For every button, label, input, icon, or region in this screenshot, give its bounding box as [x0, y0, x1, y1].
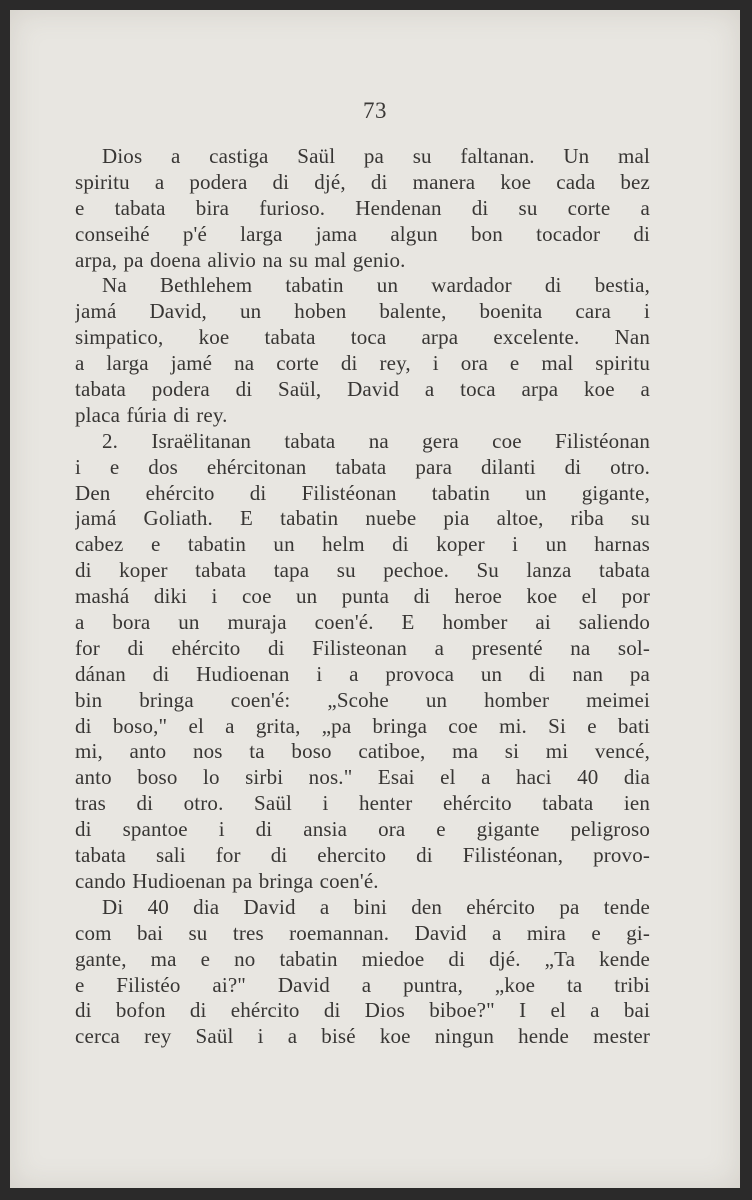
text-line: di koper tabata tapa su pechoe. Su lanza tabata: [75, 558, 650, 583]
text-line: jamá David, un hoben balente, boenita cara i: [75, 299, 650, 324]
text-line: a larga jamé na corte di rey, i ora e mal spiritu: [75, 351, 650, 376]
text-line: e Filistéo ai?" David a puntra, „koe ta tribi: [75, 972, 650, 997]
text-line: di bofon di ehército di Dios biboe?" I el a bai: [75, 998, 650, 1023]
book-page: [10, 10, 740, 1188]
text-line: for di ehército di Filisteonan a presenté na sol-: [75, 635, 650, 660]
text-line: mashá diki i coe un punta di heroe koe el por: [75, 584, 650, 609]
text-line: anto boso lo sirbi nos." Esai el a haci 40 dia: [75, 765, 650, 790]
text-line: tabata podera di Saül, David a toca arpa koe a: [75, 377, 650, 402]
text-line: Dios a castiga Saül pa su faltanan. Un mal: [102, 144, 650, 168]
text-line: mi, anto nos ta boso catiboe, ma si mi vencé,: [75, 739, 650, 764]
text-line: conseihé p'é larga jama algun bon tocador di: [75, 221, 650, 246]
text-line: jamá Goliath. E tabatin nuebe pia altoe, riba su: [75, 506, 650, 531]
text-line: 2. Israëlitanan tabata na gera coe Filistéonan: [102, 428, 650, 453]
text-line: spiritu a podera di djé, di manera koe cada bez: [75, 169, 650, 194]
text-line: cabez e tabatin un helm di koper i un harnas: [75, 532, 650, 557]
text-line: tras di otro. Saül i henter ehército tabata ien: [75, 791, 650, 816]
body-text: [75, 144, 650, 1050]
text-line: Di 40 dia David a bini den ehército pa tende: [102, 894, 650, 919]
text-line: cerca rey Saül i a bisé koe ningun hende mester: [75, 1024, 650, 1049]
text-line: Na Bethlehem tabatin un wardador di bestia,: [102, 273, 650, 298]
text-line: Den ehército di Filistéonan tabatin un gigante,: [75, 480, 650, 505]
text-line: di spantoe i di ansia ora e gigante peligroso: [75, 817, 650, 842]
page-number: 73: [363, 98, 387, 123]
text-line: dánan di Hudioenan i a provoca un di nan pa: [75, 661, 650, 686]
text-line: bin bringa coen'é: „Scohe un homber meimei: [75, 687, 650, 712]
text-line: e tabata bira furioso. Hendenan di su corte a: [75, 195, 650, 220]
text-line: cando Hudioenan pa bringa coen'é.: [75, 868, 379, 893]
text-line: simpatico, koe tabata toca arpa excelente. Nan: [75, 325, 650, 350]
text-line: arpa, pa doena alivio na su mal genio.: [75, 247, 406, 272]
text-line: tabata sali for di ehercito di Filistéonan, provo-: [75, 843, 650, 868]
text-line: placa fúria di rey.: [75, 402, 228, 427]
text-line: gante, ma e no tabatin miedoe di djé. „Ta kende: [75, 946, 650, 971]
text-line: i e dos ehércitonan tabata para dilanti di otro.: [75, 454, 650, 479]
text-line: com bai su tres roemannan. David a mira e gi-: [75, 920, 650, 945]
text-line: a bora un muraja coen'é. E homber ai saliendo: [75, 610, 650, 635]
text-line: di boso," el a grita, „pa bringa coe mi. Si e bati: [75, 713, 650, 738]
